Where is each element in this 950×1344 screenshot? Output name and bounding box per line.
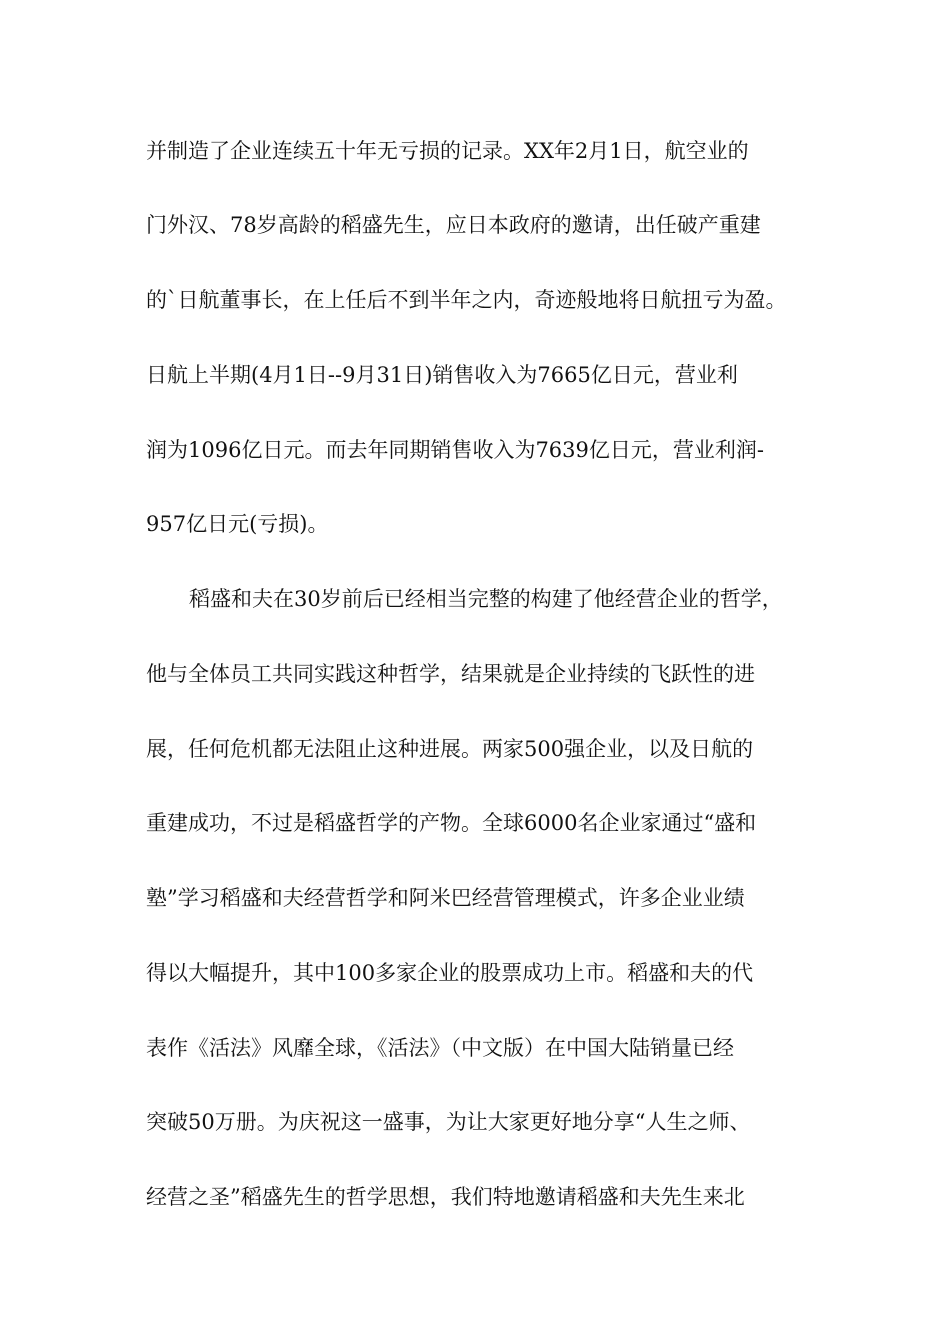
text-line: 突破50万册。为庆祝这一盛事，为让大家更好地分享“人生之师、 bbox=[146, 1110, 751, 1134]
text-line: 经营之圣”稻盛先生的哲学思想，我们特地邀请稻盛和夫先生来北 bbox=[146, 1185, 745, 1209]
text-line: 得以大幅提升，其中100多家企业的股票成功上市。稻盛和夫的代 bbox=[146, 961, 754, 985]
text-line: 957亿日元(亏损)。 bbox=[146, 512, 329, 536]
text-line: 他与全体员工共同实践这种哲学，结果就是企业持续的飞跃性的进 bbox=[146, 662, 755, 686]
text-line: 的`日航董事长，在上任后不到半年之内，奇迹般地将日航扭亏为盈。 bbox=[146, 288, 787, 312]
text-line: 重建成功，不过是稻盛哲学的产物。全球6000名企业家通过“盛和 bbox=[146, 811, 757, 835]
text-line: 表作《活法》风靡全球，《活法》（中文版）在中国大陆销量已经 bbox=[146, 1036, 734, 1060]
text-line: 润为1096亿日元。而去年同期销售收入为7639亿日元，营业利润- bbox=[146, 438, 764, 462]
text-line: 塾”学习稻盛和夫经营哲学和阿米巴经营管理模式，许多企业业绩 bbox=[146, 886, 745, 910]
text-line: 日航上半期(4月1日--9月31日)销售收入为7665亿日元，营业利 bbox=[146, 363, 738, 387]
text-line: 展，任何危机都无法阻止这种进展。两家500强企业，以及日航的 bbox=[146, 737, 754, 761]
text-line: 门外汉、78岁高龄的稻盛先生，应日本政府的邀请，出任破产重建 bbox=[146, 213, 761, 237]
paragraph-first-line: 稻盛和夫在30岁前后已经相当完整的构建了他经营企业的哲学， bbox=[189, 587, 783, 611]
text-line: 并制造了企业连续五十年无亏损的记录。XX年2月1日，航空业的 bbox=[146, 139, 749, 163]
